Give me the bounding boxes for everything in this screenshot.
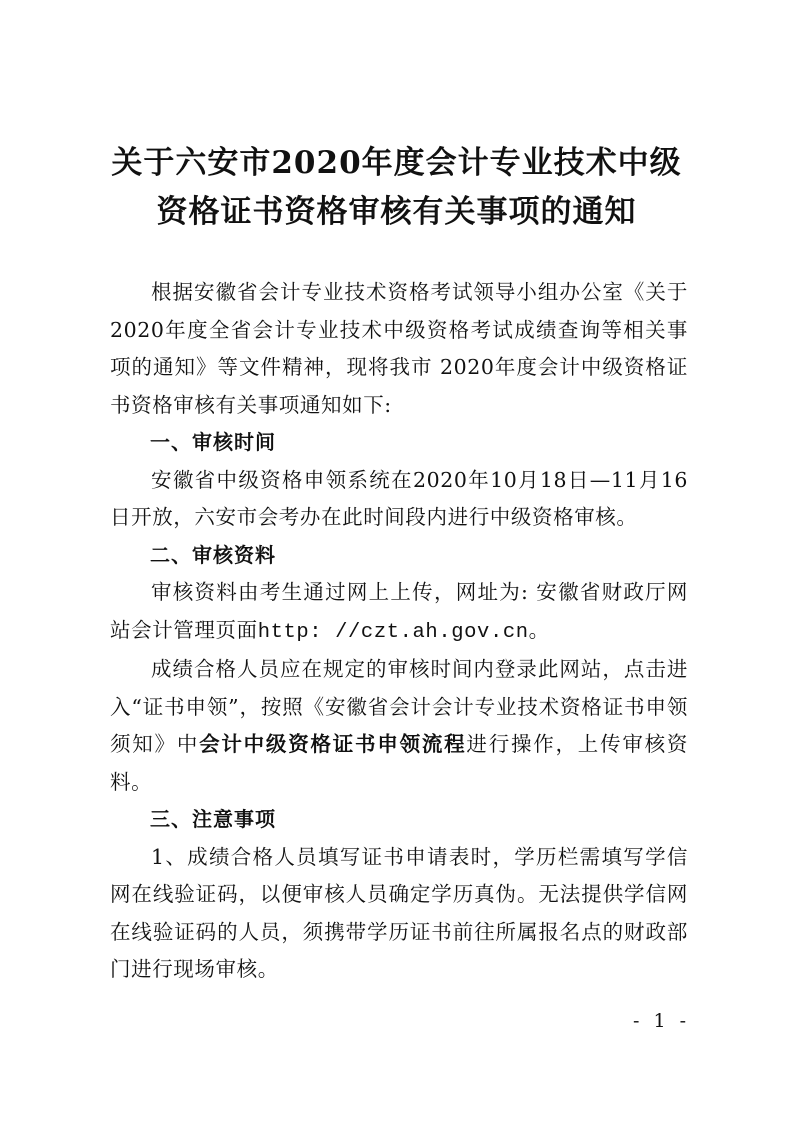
section-2-p2-bold-process: 会计中级资格证书申领流程 [199,732,467,756]
section-2-p1-prefix: 审核资料由考生通过网上上传，网址为: 安徽省财政厅网站会计管理页面 [110,580,688,642]
section-1-text: 安徽省中级资格申领系统在2020年10月18日—11月16日开放，六安市会考办在此时间段内进行中级资格审核。 [110,467,688,529]
section-3-heading: 三、注意事项 [150,807,276,831]
document-title-line-2: 资格证书资格审核有关事项的通知 [156,194,637,230]
section-2-heading: 二、审核资料 [150,542,276,567]
document-title-line-1: 关于六安市2020年度会计专业技术中级 [111,145,682,181]
section-2-paragraph-1 [110,574,688,651]
section-1-heading: 一、审核时间 [150,430,276,454]
document-body [110,274,688,989]
website-url: http: //czt.ah.gov.cn [257,620,529,644]
section-2-p2-part-2: 进行操作，上传审核资料。 [110,732,689,794]
section-2-p1-suffix: 。 [528,617,550,642]
section-3-item-1: 1、成绩合格人员填写证书申请表时，学历栏需填写学信网在线验证码，以便审核人员确定学历真伪。无法提供学信网在线验证码的人员，须携带学历证书前往所属报名点的财政部门进行现场审核。 [110,844,688,981]
intro-paragraph: 根据安徽省会计专业技术资格考试领导小组办公室《关于2020年度全省会计专业技术中级资格考试成绩查询等相关事项的通知》等文件精神，现将我市 2020年度会计中级资格证书资格审核有关事项通知如下: [110,280,688,417]
section-2-p2-part-1: 成绩合格人员应在规定的审核时间内登录此网站，点击进入“证书申领”，按照《安徽省会计会计专业技术资格证书申领须知》中 [110,657,688,756]
page-number: - 1 - [632,1010,690,1032]
section-2-paragraph-2 [110,651,688,801]
